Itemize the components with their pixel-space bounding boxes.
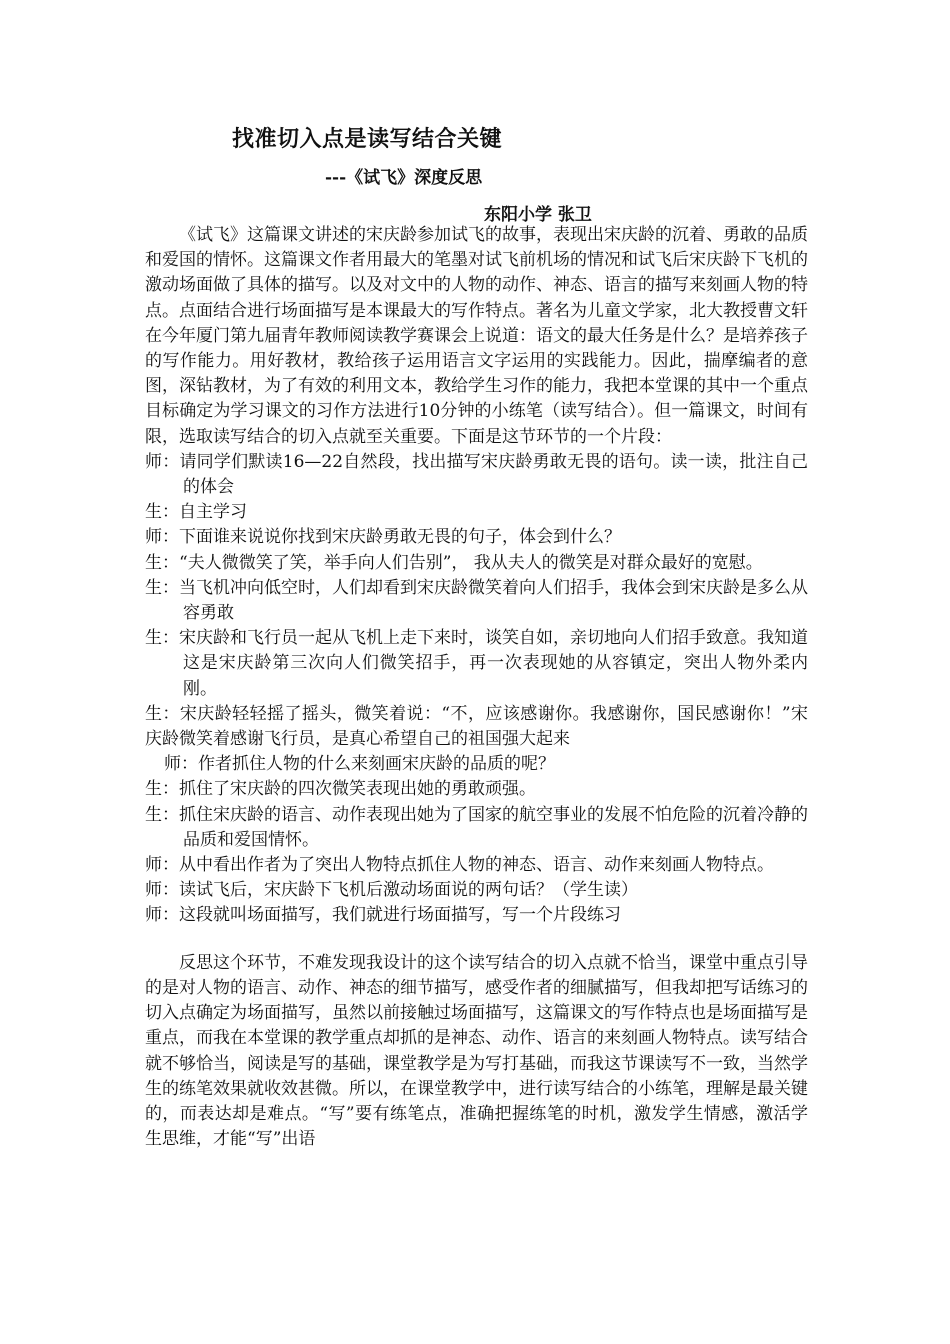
dialogue-line: 师：下面谁来说说你找到宋庆龄勇敢无畏的句子，体会到什么？ bbox=[145, 527, 621, 548]
dialogue-line: 生：抓住宋庆龄的语言、动作表现出她为了国家的航空事业的发展不怕危险的沉着冷静的品质和爱国情怀。 bbox=[145, 804, 808, 850]
dialogue-line: 师：读试飞后，宋庆龄下飞机后激动场面说的两句话？（学生读） bbox=[145, 880, 638, 901]
intro-paragraph: 《试飞》这篇课文讲述的宋庆龄参加试飞的故事，表现出宋庆龄的沉着、勇敢的品质和爱国的情怀。这篇课文作者用最大的笔墨对试飞前机场的情况和试飞后宋庆龄下飞机的激动场面做了具体的描写。以及对文中的人物的动作、神态、语言的描写来刻画人物的特点。点面结合进行场面描写是本课最大的写作特点。著名为儿童文学家，北大教授曹文轩在今年厦门第九届青年教师阅读教学赛课会上说道：语文的最大任务是什么？是培养孩子的写作能力。用好教材，教给孩子运用语言文字运用的实践能力。因此，揣摩编者的意图，深钻教材，为了有效的利用文本，教给学生习作的能力，我把本堂课的其中一个重点目标确定为学习课文的习作方法进行10分钟的小练笔（读写结合）。但一篇课文，时间有限，选取读写结合的切入点就至关重要。下面是这节环节的一个片段： bbox=[145, 225, 808, 447]
document-title: 找准切入点是读写结合关键 bbox=[232, 126, 503, 152]
dialogue-line: 师：请同学们默读16—22自然段，找出描写宋庆龄勇敢无畏的语句。读一读，批注自己的体会 bbox=[145, 451, 808, 498]
reflection-paragraph: 反思这个环节，不难发现我设计的这个读写结合的切入点就不恰当，课堂中重点引导的是对人物的语言、动作、神态的细节描写，感受作者的细腻描写，但我却把写话练习的切入点确定为场面描写，虽然以前接触过场面描写，这篇课文的写作特点也是场面描写是重点，而我在本堂课的教学重点却抓的是神态、动作、语言的来刻画人物特点。读写结合就不够恰当，阅读是写的基础，课堂教学是为写打基础，而我这节课读写不一致，当然学生的练笔效果就收效甚微。所以，在课堂教学中，进行读写结合的小练笔，理解是最关键的，而表达却是难点。“写”要有练笔点，准确把握练笔的时机，激发学生情感，激活学生思维，才能“写”出语 bbox=[145, 952, 808, 1150]
dialogue-line: 师：从中看出作者为了突出人物特点抓住人物的神态、语言、动作来刻画人物特点。 bbox=[145, 855, 774, 876]
dialogue-line: 师：作者抓住人物的什么来刻画宋庆龄的品质的呢？ bbox=[164, 754, 555, 775]
dialogue-line: 师：这段就叫场面描写，我们就进行场面描写，写一个片段练习 bbox=[145, 905, 621, 926]
dialogue-line: 生：“夫人微微笑了笑，举手向人们告别”， 我从夫人的微笑是对群众最好的宽慰。 bbox=[145, 552, 763, 573]
dialogue-line: 生：抓住了宋庆龄的四次微笑表现出她的勇敢顽强。 bbox=[145, 779, 536, 800]
document-body bbox=[145, 223, 808, 1152]
dialogue-line: 生：宋庆龄轻轻摇了摇头，微笑着说：“不，应该感谢你。我感谢你，国民感谢你！”宋庆龄微笑着感谢飞行员，是真心希望自己的祖国强大起来 bbox=[145, 703, 808, 750]
document-subtitle: ---《试飞》深度反思 bbox=[325, 168, 483, 188]
author-line: 东阳小学 张卫 bbox=[484, 205, 592, 225]
dialogue-line: 生：宋庆龄和飞行员一起从飞机上走下来时，谈笑自如，亲切地向人们招手致意。我知道这是宋庆龄第三次向人们微笑招手，再一次表现她的从容镇定，突出人物外柔内刚。 bbox=[145, 628, 808, 699]
paragraph-spacer bbox=[145, 929, 808, 951]
dialogue-line: 生：自主学习 bbox=[145, 502, 247, 523]
dialogue-line: 生：当飞机冲向低空时，人们却看到宋庆龄微笑着向人们招手，我体会到宋庆龄是多么从容勇敢 bbox=[145, 577, 808, 624]
